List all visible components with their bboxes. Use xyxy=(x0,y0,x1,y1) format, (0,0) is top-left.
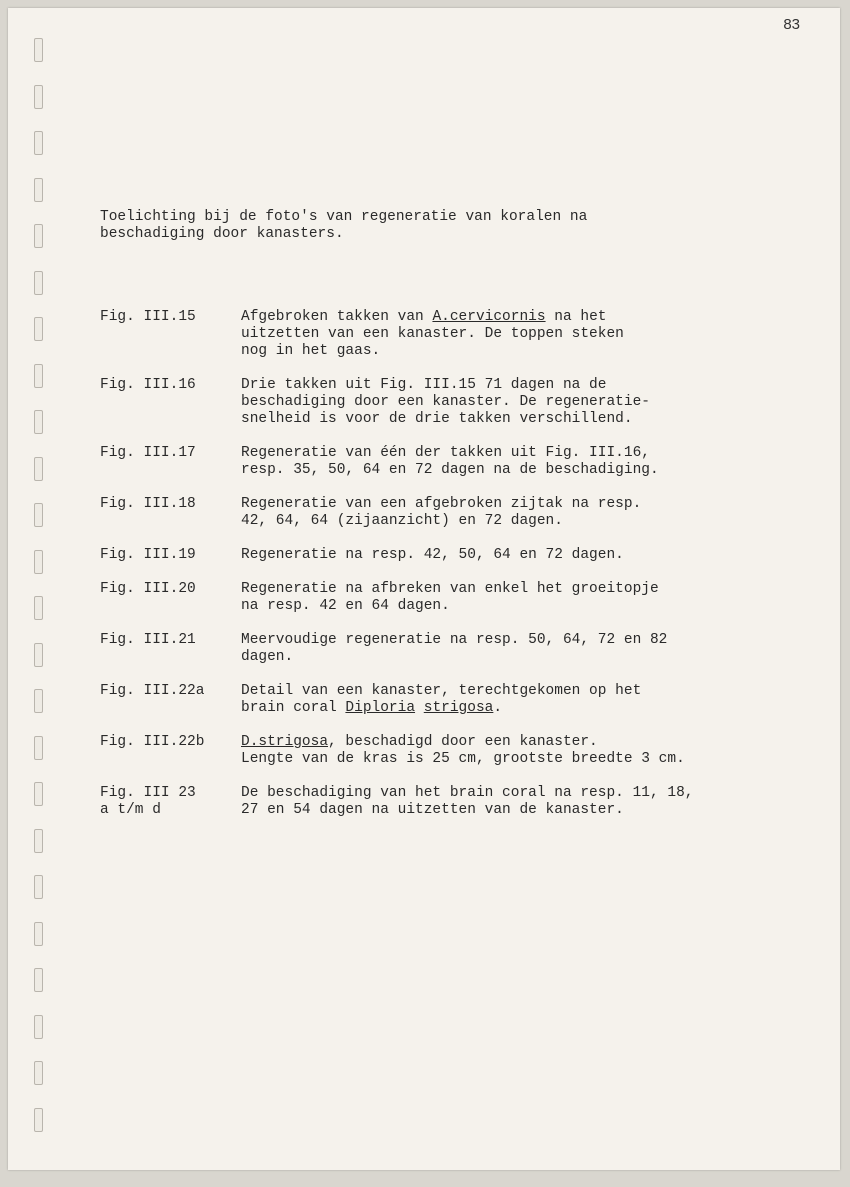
caption-text: . xyxy=(493,700,503,716)
figure-number: Fig. III.17 xyxy=(100,445,196,461)
figure-number: Fig. III.15 xyxy=(100,309,196,325)
figure-caption xyxy=(100,547,800,564)
binding-hole xyxy=(34,317,43,341)
figure-description xyxy=(241,785,800,819)
figure-caption xyxy=(100,377,800,428)
figure-caption xyxy=(100,309,800,360)
figure-number: Fig. III 23 a t/m d xyxy=(100,785,196,818)
caption-text: Regeneratie van een afgebroken zijtak na resp. 42, 64, 64 (zijaanzicht) en 72 dagen. xyxy=(241,496,642,529)
figure-description xyxy=(241,445,800,479)
figure-description xyxy=(241,734,800,768)
figure-number: Fig. III.18 xyxy=(100,496,196,512)
caption-text: Regeneratie na afbreken van enkel het groeitopje na resp. 42 en 64 dagen. xyxy=(241,581,659,614)
binding-hole xyxy=(34,829,43,853)
figure-number: Fig. III.22b xyxy=(100,734,205,750)
page-number: 83 xyxy=(783,16,800,33)
caption-text: Afgebroken takken van xyxy=(241,309,433,325)
binding-hole xyxy=(34,596,43,620)
binding-hole xyxy=(34,178,43,202)
figure-number: Fig. III.19 xyxy=(100,547,196,563)
figure-caption xyxy=(100,632,800,666)
binding-hole xyxy=(34,689,43,713)
binding-hole xyxy=(34,38,43,62)
figure-number: Fig. III.21 xyxy=(100,632,196,648)
figure-caption xyxy=(100,683,800,717)
figure-description xyxy=(241,547,800,564)
binding-hole xyxy=(34,1061,43,1085)
binding-hole xyxy=(34,736,43,760)
binding-hole xyxy=(34,875,43,899)
species-name: strigosa xyxy=(423,700,494,716)
caption-text: De beschadiging van het brain coral na resp. 11, 18, 27 en 54 dagen na uitzetten van de kanaster. xyxy=(241,785,694,818)
figure-description xyxy=(241,632,800,666)
figure-caption xyxy=(100,445,800,479)
caption-text: Meervoudige regeneratie na resp. 50, 64, 72 en 82 dagen. xyxy=(241,632,668,665)
binding-hole xyxy=(34,1108,43,1132)
binding-hole xyxy=(34,782,43,806)
binding-hole xyxy=(34,968,43,992)
binding-hole xyxy=(34,1015,43,1039)
binding-hole xyxy=(34,85,43,109)
species-name: A.cervicornis xyxy=(432,309,546,325)
caption-text: Drie takken uit Fig. III.15 71 dagen na de beschadiging door een kanaster. De regeneratie- snelheid is voor de drie takken verschillend. xyxy=(241,377,650,427)
caption-text: Regeneratie van één der takken uit Fig. III.16, resp. 35, 50, 64 en 72 dagen na de beschadiging. xyxy=(241,445,659,478)
binding-hole xyxy=(34,131,43,155)
binding-hole xyxy=(34,224,43,248)
figure-number: Fig. III.22a xyxy=(100,683,205,699)
species-name: D.strigosa xyxy=(241,734,329,750)
binding-hole xyxy=(34,271,43,295)
figure-description xyxy=(241,309,800,360)
figure-description xyxy=(241,581,800,615)
figure-caption xyxy=(100,581,800,615)
figure-caption xyxy=(100,734,800,768)
caption-text: , beschadigd door een kanaster. Lengte van de kras is 25 cm, grootste breedte 3 cm. xyxy=(241,734,685,767)
document-body xyxy=(100,175,800,870)
binding-hole xyxy=(34,410,43,434)
binding-hole xyxy=(34,643,43,667)
figure-caption xyxy=(100,496,800,530)
species-name: Diploria xyxy=(345,700,416,716)
caption-text: Regeneratie na resp. 42, 50, 64 en 72 dagen. xyxy=(241,547,624,563)
binding-hole xyxy=(34,457,43,481)
figure-number: Fig. III.16 xyxy=(100,377,196,393)
binding-hole xyxy=(34,922,43,946)
figure-description xyxy=(241,377,800,428)
figure-caption-list xyxy=(100,309,800,819)
caption-text xyxy=(415,700,424,716)
figure-description xyxy=(241,683,800,717)
figure-caption xyxy=(100,785,800,819)
figure-description xyxy=(241,496,800,530)
figure-number: Fig. III.20 xyxy=(100,581,196,597)
binding-hole xyxy=(34,503,43,527)
binding-hole xyxy=(34,550,43,574)
caption-text: Detail van een kanaster, terechtgekomen op het brain coral xyxy=(241,683,642,716)
document-heading: Toelichting bij de foto's van regeneratie van koralen na beschadiging door kanasters. xyxy=(100,209,588,242)
document-page xyxy=(8,8,840,1170)
binding-hole xyxy=(34,364,43,388)
caption-text: na het uitzetten van een kanaster. De toppen steken nog in het gaas. xyxy=(241,309,624,359)
